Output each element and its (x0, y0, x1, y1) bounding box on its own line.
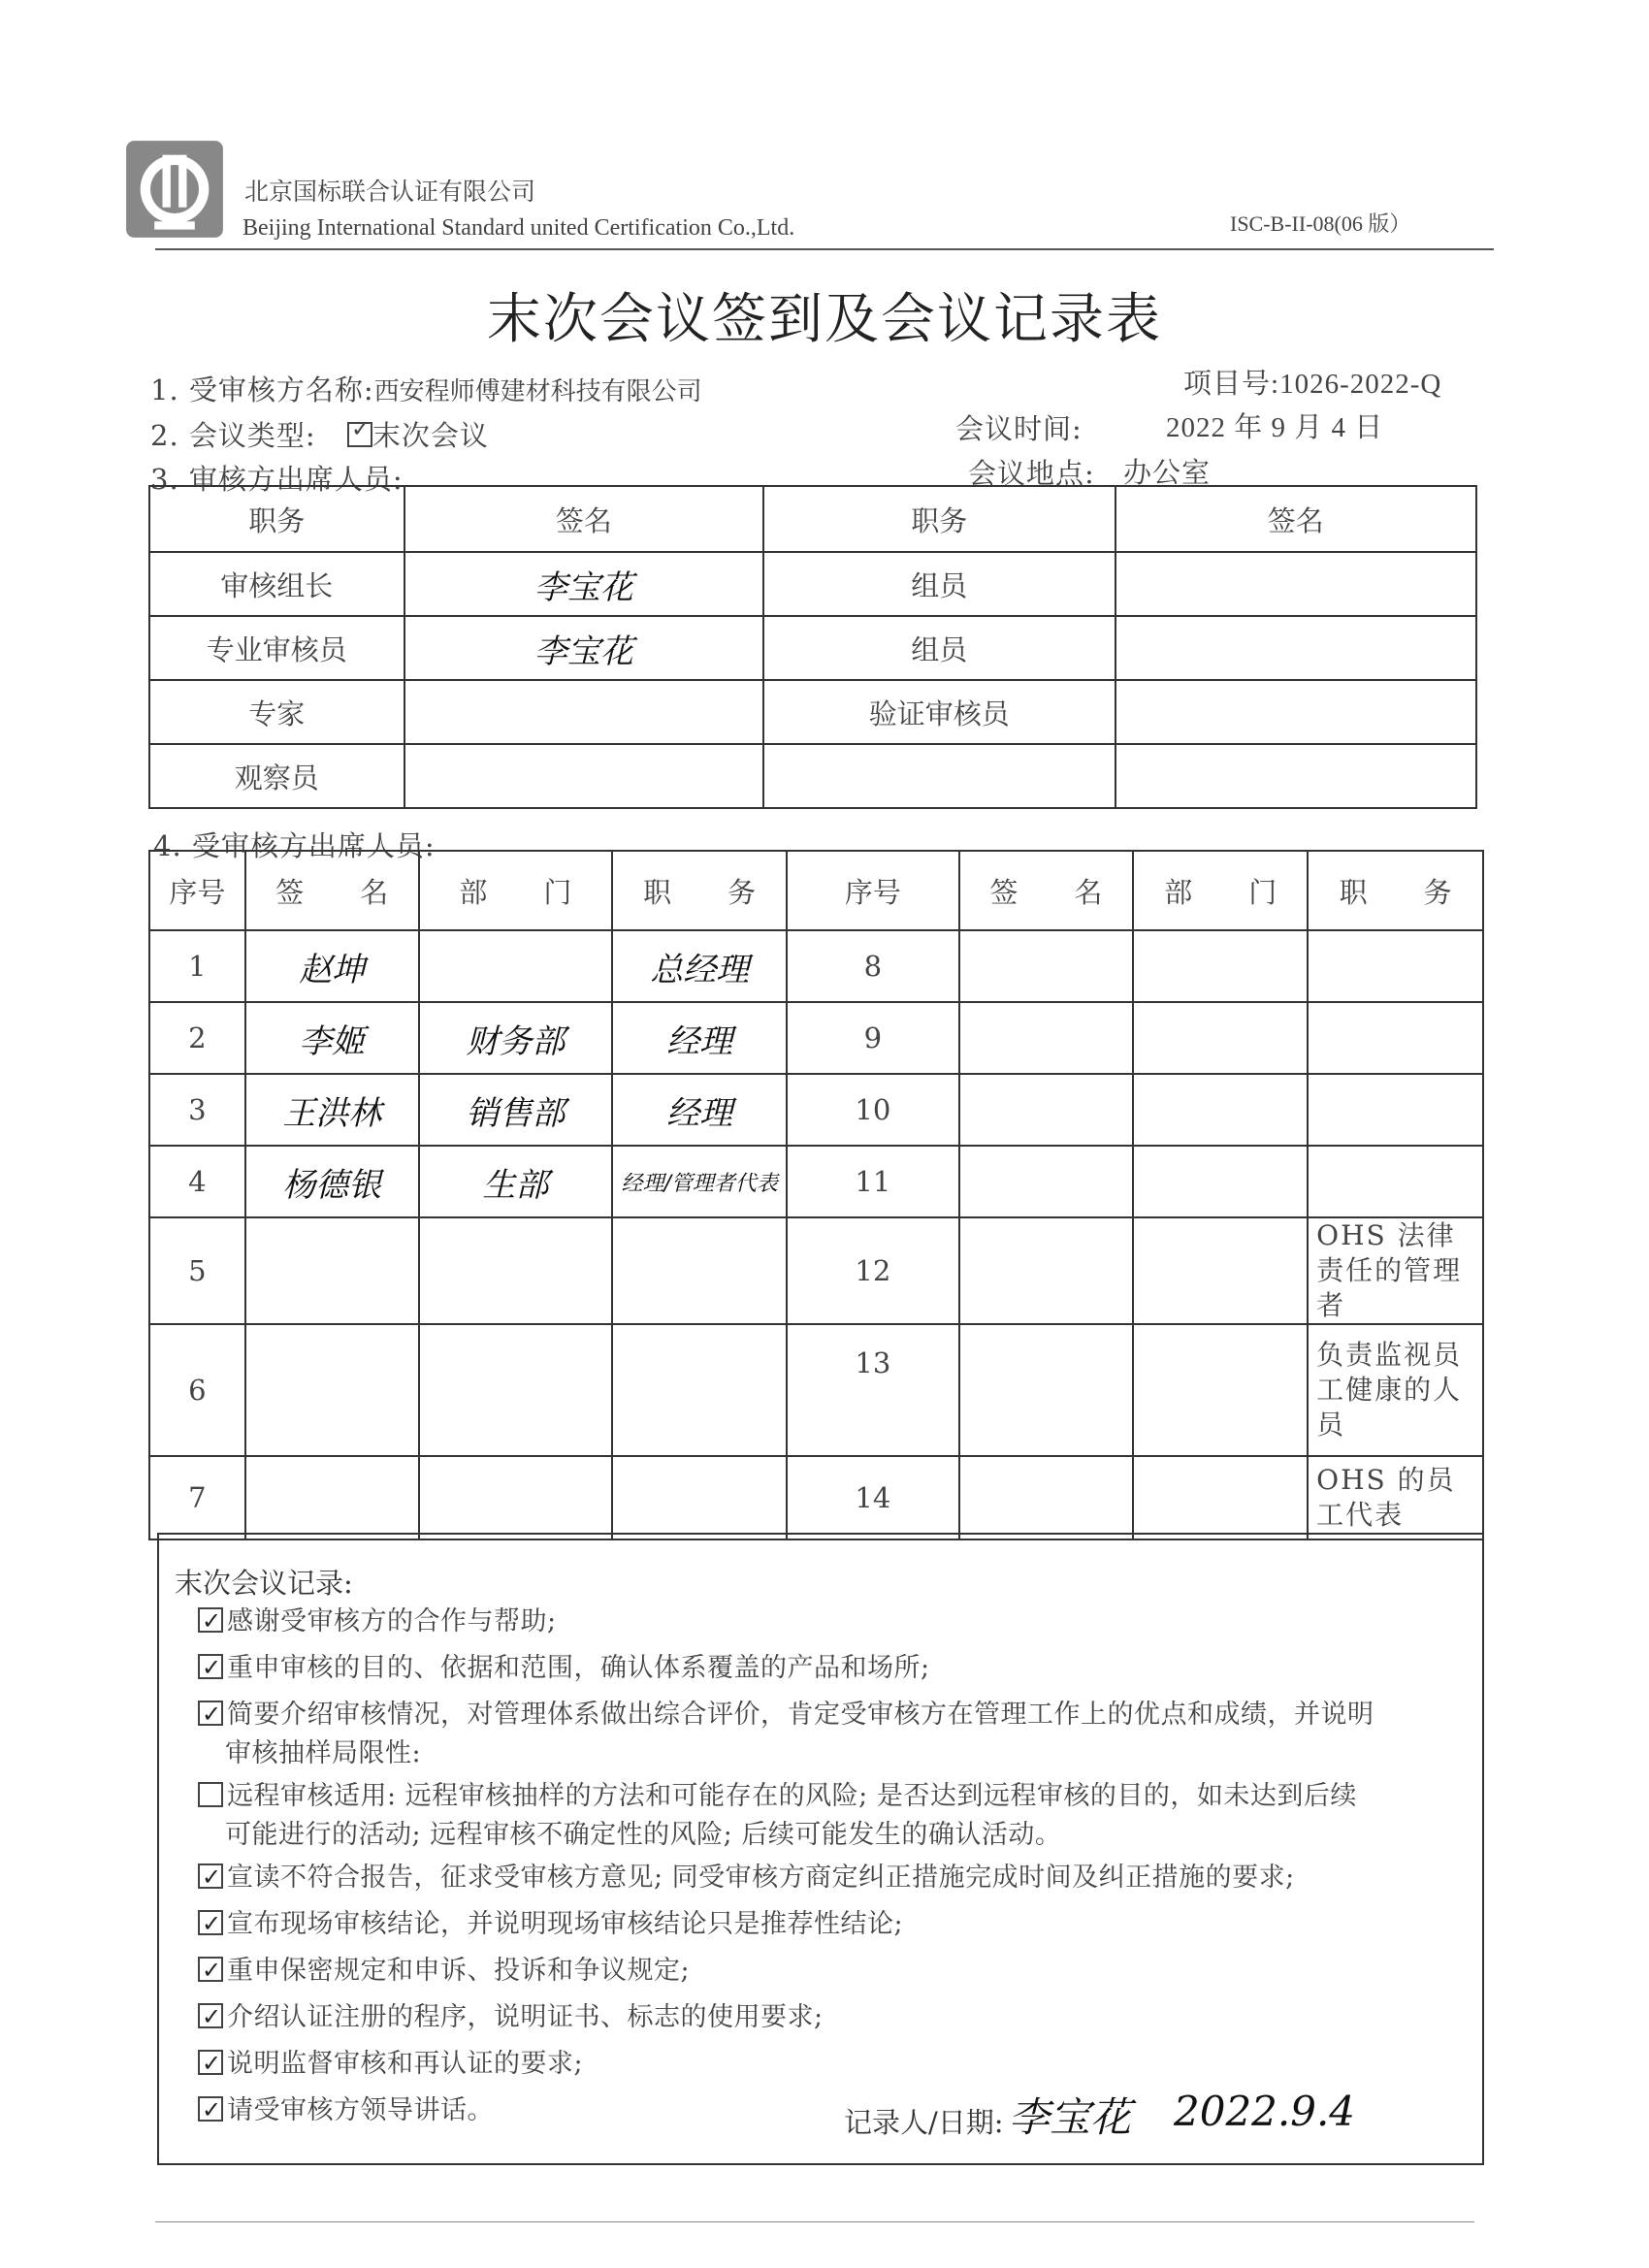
minutes-item-text: 宣布现场审核结论，并说明现场审核结论只是推荐性结论; (227, 1909, 904, 1939)
form-code: ISC-B-II-08(06 版） (1230, 211, 1411, 236)
minutes-checkbox[interactable] (198, 1863, 223, 1889)
signature-cell (959, 1217, 1134, 1324)
minutes-item (198, 1696, 1374, 1773)
header-cell: 职 务 (1308, 851, 1483, 930)
position-cell (612, 1217, 787, 1324)
position-cell (612, 1456, 787, 1539)
table-row (149, 1146, 1483, 1217)
seq-cell: 14 (787, 1456, 959, 1539)
minutes-item (198, 1603, 557, 1641)
signature-cell (1116, 680, 1476, 744)
minutes-item-text: 介绍认证注册的程序，说明证书、标志的使用要求; (227, 2002, 824, 2032)
seq-cell: 8 (787, 930, 959, 1002)
signature-cell: 赵坤 (245, 930, 419, 1002)
signature-cell: 李姬 (245, 1002, 419, 1074)
minutes-item (198, 2091, 494, 2130)
signature-cell (1116, 744, 1476, 808)
minutes-title: 末次会议记录: (175, 1567, 353, 1600)
minutes-item-text: 重申保密规定和申诉、投诉和争议规定; (227, 1956, 691, 1986)
company-name-cn: 北京国标联合认证有限公司 (244, 178, 536, 206)
minutes-checkbox[interactable] (198, 2050, 223, 2075)
role-cell: 验证审核员 (763, 680, 1115, 744)
minutes-checkbox[interactable] (198, 1910, 223, 1935)
header-cell: 职务 (149, 486, 404, 552)
position-cell: 负责监视员工健康的人员 (1308, 1324, 1483, 1456)
department-cell: 销售部 (419, 1074, 613, 1146)
signature-cell: 杨德银 (245, 1146, 419, 1217)
table-row (149, 1456, 1483, 1539)
auditee-line (150, 369, 702, 408)
table-row (149, 1074, 1483, 1146)
seq-cell: 13 (787, 1324, 959, 1456)
minutes-item-text-cont: 审核抽样局限性: (225, 1738, 422, 1768)
minutes-item-text: 感谢受审核方的合作与帮助; (227, 1606, 557, 1636)
role-cell: 观察员 (149, 744, 404, 808)
check-icon: ✓ (350, 415, 372, 442)
minutes-item-text-cont: 可能进行的活动; 远程审核不确定性的风险; 后续可能发生的确认活动。 (225, 1820, 1062, 1850)
minutes-checkbox[interactable] (198, 2096, 223, 2122)
meeting-type-value: 末次会议 (372, 419, 489, 452)
meeting-time-label: 会议时间: (955, 412, 1083, 445)
table-row (149, 616, 1476, 680)
table-row (149, 1217, 1483, 1324)
position-cell: 总经理 (612, 930, 787, 1002)
auditee-label: 1. 受审核方名称: (150, 373, 374, 406)
position-cell (1308, 1074, 1483, 1146)
header-cell: 部 门 (1133, 851, 1308, 930)
meeting-type-checkbox[interactable] (347, 415, 372, 447)
footer-divider (155, 2221, 1474, 2222)
minutes-checkbox[interactable] (198, 1654, 223, 1679)
header-cell: 序号 (787, 851, 959, 930)
position-cell (612, 1324, 787, 1456)
project-value: 1026-2022-Q (1279, 369, 1442, 400)
signature-cell (404, 680, 763, 744)
minutes-item-text: 宣读不符合报告，征求受审核方意见; 同受审核方商定纠正措施完成时间及纠正措施的要求; (227, 1863, 1295, 1893)
minutes-item-text: 说明监督审核和再认证的要求; (227, 2049, 584, 2079)
location-label: 会议地点: (968, 457, 1095, 490)
department-cell (419, 1324, 613, 1456)
signature-cell (959, 1002, 1134, 1074)
company-name-en: Beijing International Standard united Certification Co.,Ltd. (242, 215, 795, 241)
department-cell: 财务部 (419, 1002, 613, 1074)
seq-cell: 11 (787, 1146, 959, 1217)
signature-cell (245, 1217, 419, 1324)
header-cell: 签名 (1116, 486, 1476, 552)
minutes-item (198, 1998, 824, 2037)
role-cell: 专业审核员 (149, 616, 404, 680)
signature-cell (959, 1074, 1134, 1146)
department-cell (1133, 1217, 1308, 1324)
signature-cell (1116, 552, 1476, 616)
header-cell: 部 门 (419, 851, 613, 930)
signature-cell (245, 1324, 419, 1456)
department-cell (419, 1456, 613, 1539)
signature-cell: 李宝花 (404, 552, 763, 616)
position-cell: 经理/管理者代表 (612, 1146, 787, 1217)
seq-cell: 5 (149, 1217, 245, 1324)
meeting-type-line (150, 414, 489, 454)
position-cell: 经理 (612, 1002, 787, 1074)
header-cell: 职 务 (612, 851, 787, 930)
auditee-name: 西安程师傅建材科技有限公司 (373, 377, 702, 406)
meeting-minutes-box (157, 1533, 1484, 2165)
minutes-item (198, 1905, 903, 1944)
header-cell: 序号 (149, 851, 245, 930)
minutes-checkbox[interactable] (198, 2003, 223, 2028)
department-cell (419, 930, 613, 1002)
company-logo (124, 139, 225, 240)
department-cell (1133, 1456, 1308, 1539)
seq-cell: 3 (149, 1074, 245, 1146)
minutes-checkbox[interactable] (198, 1782, 223, 1807)
role-cell: 审核组长 (149, 552, 404, 616)
location-value: 办公室 (1123, 456, 1212, 489)
table-row (149, 680, 1476, 744)
minutes-item-text: 远程审核适用: 远程审核抽样的方法和可能存在的风险; 是否达到远程审核的目的，如未达到后续 (227, 1781, 1357, 1811)
department-cell (1133, 1002, 1308, 1074)
header-cell: 签 名 (245, 851, 419, 930)
signature-cell (404, 744, 763, 808)
signature-cell (959, 930, 1134, 1002)
minutes-checkbox[interactable] (198, 1957, 223, 1982)
minutes-checkbox[interactable] (198, 1701, 223, 1726)
seq-cell: 1 (149, 930, 245, 1002)
auditors-label: 3. 审核方出席人员: (150, 463, 404, 496)
position-cell: 经理 (612, 1074, 787, 1146)
department-cell (419, 1217, 613, 1324)
seq-cell: 12 (787, 1217, 959, 1324)
position-cell: OHS 法律责任的管理者 (1308, 1217, 1483, 1324)
seq-cell: 10 (787, 1074, 959, 1146)
table-header-row (149, 486, 1476, 552)
table-row (149, 1324, 1483, 1456)
attendees-label: 4. 受审核方出席人员: (153, 829, 436, 862)
role-cell: 专家 (149, 680, 404, 744)
signature-cell (245, 1456, 419, 1539)
meeting-type-label: 2. 会议类型: (150, 419, 316, 452)
signature-cell (959, 1456, 1134, 1539)
minutes-item (198, 1649, 930, 1688)
position-cell (1308, 1002, 1483, 1074)
meeting-time-value: 2022 年 9 月 4 日 (1166, 412, 1384, 443)
seq-cell: 6 (149, 1324, 245, 1456)
header-cell: 职务 (763, 486, 1115, 552)
role-cell: 组员 (763, 552, 1115, 616)
attendees-table (148, 850, 1484, 1540)
table-row (149, 552, 1476, 616)
header-cell: 签名 (404, 486, 763, 552)
document-title: 末次会议签到及会议记录表 (487, 288, 1162, 351)
signature-cell (959, 1324, 1134, 1456)
minutes-checkbox[interactable] (198, 1607, 223, 1633)
table-row (149, 744, 1476, 808)
seq-cell: 7 (149, 1456, 245, 1539)
minutes-item (198, 1859, 1295, 1897)
minutes-item-text: 请受审核方领导讲话。 (227, 2095, 494, 2125)
audit-team-table (148, 485, 1477, 809)
seq-cell: 9 (787, 1002, 959, 1074)
position-cell (1308, 1146, 1483, 1217)
signature-cell (959, 1146, 1134, 1217)
signature-cell (1116, 616, 1476, 680)
table-row (149, 1002, 1483, 1074)
minutes-item (198, 1777, 1357, 1855)
position-cell (1308, 930, 1483, 1002)
minutes-item-text: 重申审核的目的、依据和范围，确认体系覆盖的产品和场所; (227, 1653, 930, 1683)
position-cell: OHS 的员工代表 (1308, 1456, 1483, 1539)
department-cell: 生部 (419, 1146, 613, 1217)
seq-cell: 4 (149, 1146, 245, 1217)
department-cell (1133, 1324, 1308, 1456)
recorder-label: 记录人/日期: (844, 2106, 1004, 2139)
signature-cell: 王洪林 (245, 1074, 419, 1146)
minutes-item-text: 简要介绍审核情况，对管理体系做出综合评价，肯定受审核方在管理工作上的优点和成绩，并说明 (227, 1700, 1374, 1730)
department-cell (1133, 1074, 1308, 1146)
project-number (1183, 362, 1441, 402)
table-row (149, 930, 1483, 1002)
role-cell (763, 744, 1115, 808)
signature-cell: 李宝花 (404, 616, 763, 680)
seq-cell: 2 (149, 1002, 245, 1074)
table-header-row (149, 851, 1483, 930)
header-cell: 签 名 (959, 851, 1134, 930)
recorder-signature: 李宝花 (1009, 2093, 1132, 2141)
project-label: 项目号: (1183, 369, 1280, 400)
recorder-date: 2022.9.4 (1174, 2088, 1356, 2135)
minutes-item (198, 1952, 690, 1991)
header-divider (155, 248, 1494, 250)
role-cell: 组员 (763, 616, 1115, 680)
minutes-item (198, 2045, 583, 2084)
department-cell (1133, 1146, 1308, 1217)
department-cell (1133, 930, 1308, 1002)
